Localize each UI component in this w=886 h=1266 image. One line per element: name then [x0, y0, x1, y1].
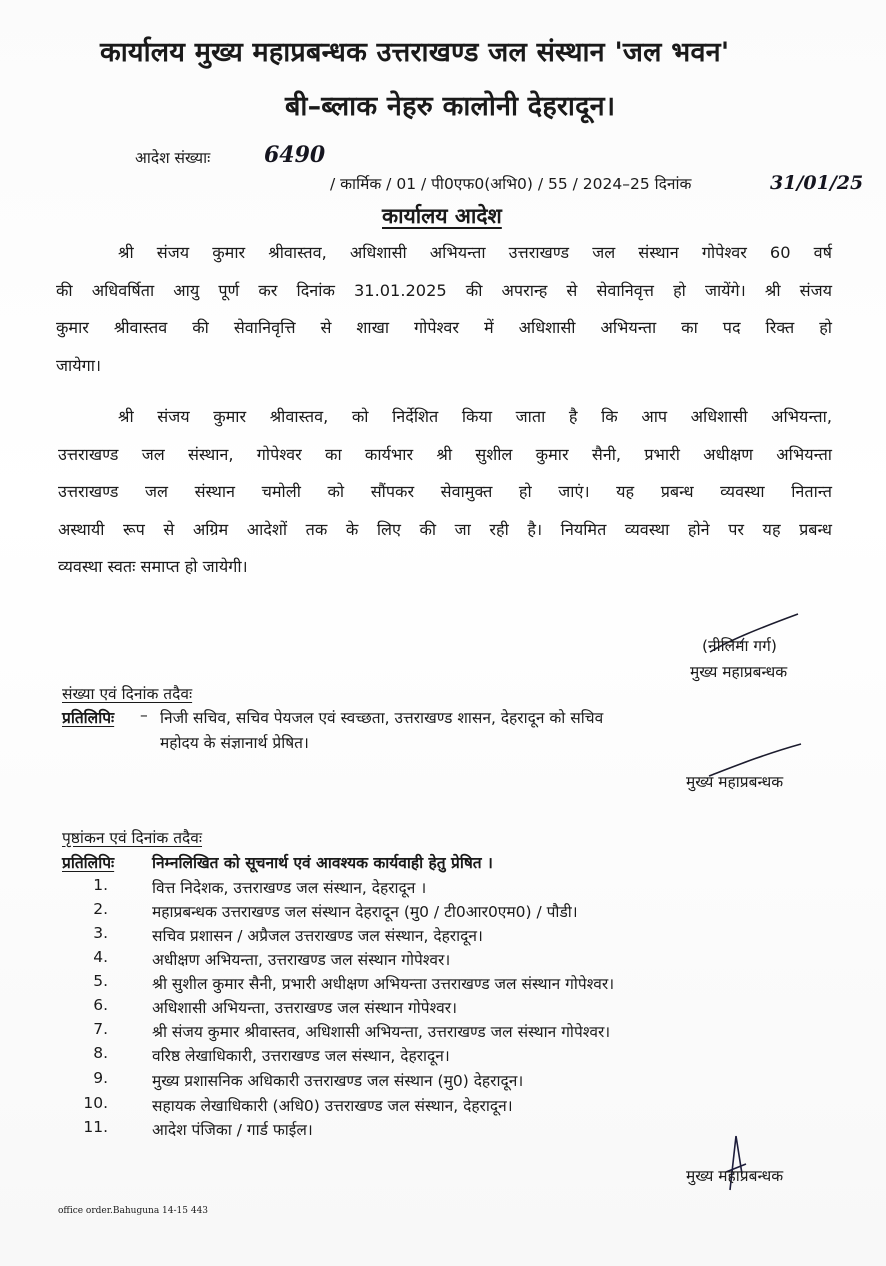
paragraph-line: श्री संजय कुमार श्रीवास्तव, अधिशासी अभियन्ता उत्तराखण्ड जल संस्थान गोपेश्वर 60 वर्ष	[118, 243, 832, 262]
copy-dash: –	[140, 706, 148, 724]
endorsement-intro: निम्नलिखित को सूचनार्थ एवं आवश्यक कार्यवाही हेतु प्रेषित ।	[152, 854, 493, 872]
paragraph-line: व्यवस्था स्वतः समाप्त हो जायेगी।	[58, 557, 248, 576]
list-item-number: 6.	[93, 996, 108, 1014]
endorsement-heading: पृष्ठांकन एवं दिनांक तदैवः	[62, 829, 203, 847]
paragraph-line: कुमार श्रीवास्तव की सेवानिवृत्ति से शाखा गोपेश्वर में अधिशासी अभियन्ता का पद रिक्त हो	[56, 318, 832, 337]
copy-heading: संख्या एवं दिनांक तदैवः	[62, 685, 193, 703]
list-item-number: 1.	[93, 876, 108, 894]
list-item: अधीक्षण अभियन्ता, उत्तराखण्ड जल संस्थान गोपेश्वर।	[152, 951, 451, 969]
order-reference-text: / कार्मिक / 01 / पी0एफ0(अभि0) / 55 / 2024–25 दिनांक	[330, 175, 692, 193]
list-item: वरिष्ठ लेखाधिकारी, उत्तराखण्ड जल संस्थान, देहरादून।	[152, 1047, 450, 1065]
list-item: सचिव प्रशासन / अप्रैजल उत्तराखण्ड जल संस्थान, देहरादून।	[152, 927, 483, 945]
list-item-number: 11.	[83, 1118, 108, 1136]
office-header-line1: कार्यालय मुख्य महाप्रबन्धक उत्तराखण्ड जल संस्थान 'जल भवन'	[100, 37, 730, 68]
copy-text-line2: महोदय के संज्ञानार्थ प्रेषित।	[160, 734, 309, 752]
paragraph-line: श्री संजय कुमार श्रीवास्तव, को निर्देशित किया जाता है कि आप अधिशासी अभियन्ता,	[118, 407, 832, 426]
list-item-number: 2.	[93, 900, 108, 918]
list-item-number: 7.	[93, 1020, 108, 1038]
list-item-number: 10.	[83, 1094, 108, 1112]
copy-text-line1: निजी सचिव, सचिव पेयजल एवं स्वच्छता, उत्तराखण्ड शासन, देहरादून को सचिव	[160, 709, 604, 727]
paragraph-retirement	[56, 234, 832, 384]
order-date-handwritten: 31/01/25	[770, 172, 864, 194]
list-item: सहायक लेखाधिकारी (अधि0) उत्तराखण्ड जल संस्थान, देहरादून।	[152, 1097, 513, 1115]
list-item: श्री सुशील कुमार सैनी, प्रभारी अधीक्षण अभियन्ता उत्तराखण्ड जल संस्थान गोपेश्वर।	[152, 975, 615, 993]
order-number-handwritten: 6490	[264, 142, 326, 168]
list-item: मुख्य प्रशासनिक अधिकारी उत्तराखण्ड जल संस्थान (मु0) देहरादून।	[152, 1072, 524, 1090]
list-item: वित्त निदेशक, उत्तराखण्ड जल संस्थान, देहरादून ।	[152, 879, 427, 897]
endorsement-designation: मुख्य महाप्रबन्धक	[686, 1167, 784, 1185]
paragraph-line: उत्तराखण्ड जल संस्थान चमोली को सौंपकर सेवामुक्त हो जाएं। यह प्रबन्ध व्यवस्था नितान्त	[58, 482, 832, 501]
list-item-number: 8.	[93, 1044, 108, 1062]
paragraph-line: उत्तराखण्ड जल संस्थान, गोपेश्वर का कार्यभार श्री सुशील कुमार सैनी, प्रभारी अधीक्षण अभियन्ता	[58, 444, 832, 464]
order-number-label: आदेश संख्याः	[135, 149, 211, 167]
signatory-name: (नीलिमा गर्ग)	[702, 637, 777, 655]
list-item: महाप्रबन्धक उत्तराखण्ड जल संस्थान देहरादून (मु0 / टी0आर0एम0) / पौडी।	[152, 903, 578, 921]
list-item: अधिशासी अभियन्ता, उत्तराखण्ड जल संस्थान गोपेश्वर।	[152, 999, 457, 1017]
order-subject: कार्यालय आदेश	[382, 204, 502, 228]
list-item-number: 4.	[93, 948, 108, 966]
copy-designation: मुख्य महाप्रबन्धक	[686, 773, 784, 791]
list-item-number: 5.	[93, 972, 108, 990]
office-header-line2: बी–ब्लाक नेहरु कालोनी देहरादून।	[285, 91, 616, 122]
paragraph-line: जायेगा।	[56, 355, 102, 375]
file-reference-footer: office order.Bahuguna 14-15 443	[58, 1206, 209, 1216]
list-item: श्री संजय कुमार श्रीवास्तव, अधिशासी अभियन्ता, उत्तराखण्ड जल संस्थान गोपेश्वर।	[152, 1023, 611, 1041]
list-item-number: 3.	[93, 924, 108, 942]
signatory-designation: मुख्य महाप्रबन्धक	[690, 663, 788, 681]
list-item-number: 9.	[93, 1069, 108, 1087]
list-item: आदेश पंजिका / गार्ड फाईल।	[152, 1121, 313, 1139]
paragraph-line: अस्थायी रूप से अग्रिम आदेशों तक के लिए की जा रही है। नियमित व्यवस्था होने पर यह प्रबन्ध	[58, 519, 832, 539]
paragraph-line: की अधिवर्षिता आयु पूर्ण कर दिनांक 31.01.2025 की अपरान्ह से सेवानिवृत्त हो जायेंगे। श्री संजय	[56, 280, 832, 300]
paragraph-charge-handover	[58, 398, 832, 586]
endorsement-label: प्रतिलिपिः	[62, 854, 115, 872]
copy-label: प्रतिलिपिः	[62, 709, 115, 727]
